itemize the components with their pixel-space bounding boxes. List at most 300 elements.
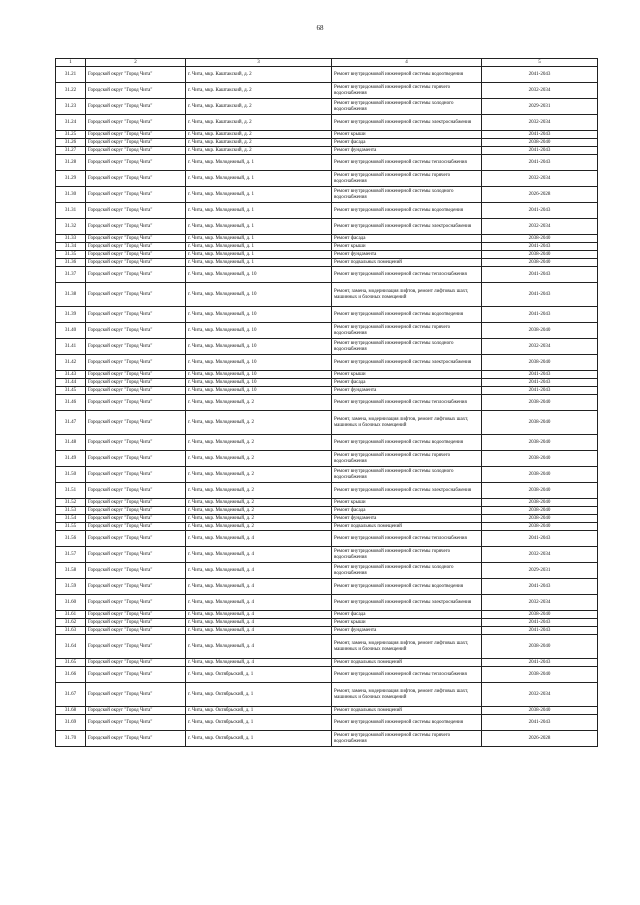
work-type-cell: Ремонт подвальных помещений (332, 707, 482, 715)
period-cell: 2041-2043 (482, 379, 598, 387)
column-header: 4 (332, 59, 482, 67)
table-row (56, 99, 598, 115)
table-row (56, 115, 598, 131)
table-row (56, 611, 598, 619)
period-cell: 2041-2043 (482, 203, 598, 219)
row-number: 31.25 (56, 131, 86, 139)
row-number: 31.37 (56, 267, 86, 283)
municipality-cell: Городской округ "Город Чита" (86, 715, 186, 731)
work-type-cell: Ремонт внутридомовой инженерной системы горячего водоснабжения (332, 323, 482, 339)
period-cell: 2041-2043 (482, 579, 598, 595)
work-type-cell: Ремонт внутридомовой инженерной системы холодного водоснабжения (332, 339, 482, 355)
period-cell: 2026-2028 (482, 187, 598, 203)
table-body (56, 59, 598, 747)
period-cell: 2041-2043 (482, 619, 598, 627)
period-cell: 2041-2043 (482, 243, 598, 251)
row-number: 31.58 (56, 563, 86, 579)
table-row (56, 155, 598, 171)
address-cell: г. Чита, мкр. Молодежный, д. 4 (186, 611, 332, 619)
table-row (56, 635, 598, 659)
municipality-cell: Городской округ "Город Чита" (86, 171, 186, 187)
work-type-cell: Ремонт фундамента (332, 387, 482, 395)
work-type-cell: Ремонт внутридомовой инженерной системы горячего водоснабжения (332, 171, 482, 187)
work-type-cell: Ремонт крыши (332, 371, 482, 379)
address-cell: г. Чита, мкр. Молодежный, д. 1 (186, 219, 332, 235)
table-row (56, 67, 598, 83)
work-type-cell: Ремонт крыши (332, 131, 482, 139)
row-number: 31.67 (56, 683, 86, 707)
table-row (56, 483, 598, 499)
municipality-cell: Городской округ "Город Чита" (86, 627, 186, 635)
municipality-cell: Городской округ "Город Чита" (86, 379, 186, 387)
period-cell: 2038-2040 (482, 483, 598, 499)
address-cell: г. Чита, мкр. Молодежный, д. 2 (186, 523, 332, 531)
period-cell: 2026-2028 (482, 731, 598, 747)
table-row (56, 371, 598, 379)
work-type-cell: Ремонт подвальных помещений (332, 523, 482, 531)
work-type-cell: Ремонт фундамента (332, 515, 482, 523)
table-row (56, 731, 598, 747)
table-row (56, 219, 598, 235)
address-cell: г. Чита, мкр. Молодежный, д. 10 (186, 323, 332, 339)
row-number: 31.57 (56, 547, 86, 563)
work-type-cell: Ремонт фундамента (332, 251, 482, 259)
row-number: 31.68 (56, 707, 86, 715)
period-cell: 2032-2034 (482, 171, 598, 187)
address-cell: г. Чита, мкр. Молодежный, д. 10 (186, 355, 332, 371)
table-row (56, 187, 598, 203)
row-number: 31.23 (56, 99, 86, 115)
row-number: 31.55 (56, 523, 86, 531)
work-type-cell: Ремонт крыши (332, 619, 482, 627)
municipality-cell: Городской округ "Город Чита" (86, 515, 186, 523)
period-cell: 2038-2040 (482, 467, 598, 483)
period-cell: 2038-2040 (482, 515, 598, 523)
work-type-cell: Ремонт внутридомовой инженерной системы холодного водоснабжения (332, 99, 482, 115)
row-number: 31.24 (56, 115, 86, 131)
work-type-cell: Ремонт, замена, модернизация лифтов, ремонт лифтовых шахт, машинных и блочных помещений (332, 283, 482, 307)
table-row (56, 507, 598, 515)
municipality-cell: Городской округ "Город Чита" (86, 683, 186, 707)
table-row (56, 435, 598, 451)
table-row (56, 579, 598, 595)
municipality-cell: Городской округ "Город Чита" (86, 115, 186, 131)
work-type-cell: Ремонт внутридомовой инженерной системы теплоснабжения (332, 155, 482, 171)
period-cell: 2041-2043 (482, 371, 598, 379)
work-type-cell: Ремонт внутридомовой инженерной системы теплоснабжения (332, 267, 482, 283)
row-number: 31.61 (56, 611, 86, 619)
row-number: 31.27 (56, 147, 86, 155)
work-type-cell: Ремонт внутридомовой инженерной системы теплоснабжения (332, 667, 482, 683)
work-type-cell: Ремонт внутридомовой инженерной системы электроснабжения (332, 219, 482, 235)
address-cell: г. Чита, мкр. Молодежный, д. 2 (186, 507, 332, 515)
municipality-cell: Городской округ "Город Чита" (86, 659, 186, 667)
municipality-cell: Городской округ "Город Чита" (86, 131, 186, 139)
table-row (56, 467, 598, 483)
address-cell: г. Чита, мкр. Каштакский, д. 2 (186, 131, 332, 139)
municipality-cell: Городской округ "Город Чита" (86, 147, 186, 155)
row-number: 31.46 (56, 395, 86, 411)
row-number: 31.48 (56, 435, 86, 451)
municipality-cell: Городской округ "Город Чита" (86, 219, 186, 235)
address-cell: г. Чита, мкр. Молодежный, д. 1 (186, 243, 332, 251)
period-cell: 2038-2040 (482, 355, 598, 371)
table-row (56, 355, 598, 371)
municipality-cell: Городской округ "Город Чита" (86, 483, 186, 499)
row-number: 31.26 (56, 139, 86, 147)
work-type-cell: Ремонт фундамента (332, 627, 482, 635)
table-row (56, 83, 598, 99)
municipality-cell: Городской округ "Город Чита" (86, 387, 186, 395)
row-number: 31.45 (56, 387, 86, 395)
table-row (56, 131, 598, 139)
work-type-cell: Ремонт фасада (332, 611, 482, 619)
address-cell: г. Чита, мкр. Октябрьский, д. 1 (186, 731, 332, 747)
municipality-cell: Городской округ "Город Чита" (86, 731, 186, 747)
municipality-cell: Городской округ "Город Чита" (86, 235, 186, 243)
column-header: 3 (186, 59, 332, 67)
table-row (56, 707, 598, 715)
row-number: 31.53 (56, 507, 86, 515)
municipality-cell: Городской округ "Город Чита" (86, 435, 186, 451)
table-row (56, 531, 598, 547)
municipality-cell: Городской округ "Город Чита" (86, 155, 186, 171)
work-type-cell: Ремонт внутридомовой инженерной системы электроснабжения (332, 355, 482, 371)
work-type-cell: Ремонт внутридомовой инженерной системы водоотведения (332, 307, 482, 323)
table-row (56, 307, 598, 323)
work-type-cell: Ремонт, замена, модернизация лифтов, ремонт лифтовых шахт, машинных и блочных помещений (332, 635, 482, 659)
column-header: 2 (86, 59, 186, 67)
row-number: 31.59 (56, 579, 86, 595)
period-cell: 2038-2040 (482, 635, 598, 659)
table-row (56, 283, 598, 307)
municipality-cell: Городской округ "Город Чита" (86, 243, 186, 251)
table-row (56, 619, 598, 627)
row-number: 31.51 (56, 483, 86, 499)
address-cell: г. Чита, мкр. Молодежный, д. 2 (186, 483, 332, 499)
municipality-cell: Городской округ "Город Чита" (86, 83, 186, 99)
municipality-cell: Городской округ "Город Чита" (86, 371, 186, 379)
row-number: 31.42 (56, 355, 86, 371)
work-type-cell: Ремонт внутридомовой инженерной системы холодного водоснабжения (332, 467, 482, 483)
address-cell: г. Чита, мкр. Октябрьский, д. 1 (186, 683, 332, 707)
period-cell: 2038-2040 (482, 499, 598, 507)
address-cell: г. Чита, мкр. Молодежный, д. 1 (186, 251, 332, 259)
row-number: 31.32 (56, 219, 86, 235)
period-cell: 2029-2031 (482, 99, 598, 115)
row-number: 31.29 (56, 171, 86, 187)
period-cell: 2032-2034 (482, 683, 598, 707)
work-type-cell: Ремонт внутридомовой инженерной системы водоотведения (332, 579, 482, 595)
address-cell: г. Чита, мкр. Молодежный, д. 10 (186, 371, 332, 379)
row-number: 31.38 (56, 283, 86, 307)
municipality-cell: Городской округ "Город Чита" (86, 187, 186, 203)
period-cell: 2032-2034 (482, 547, 598, 563)
address-cell: г. Чита, мкр. Молодежный, д. 2 (186, 499, 332, 507)
row-number: 31.66 (56, 667, 86, 683)
period-cell: 2041-2043 (482, 715, 598, 731)
period-cell: 2032-2034 (482, 339, 598, 355)
work-type-cell: Ремонт, замена, модернизация лифтов, ремонт лифтовых шахт, машинных и блочных помещений (332, 411, 482, 435)
table-row (56, 259, 598, 267)
row-number: 31.50 (56, 467, 86, 483)
address-cell: г. Чита, мкр. Каштакский, д. 2 (186, 83, 332, 99)
period-cell: 2038-2040 (482, 707, 598, 715)
period-cell: 2038-2040 (482, 523, 598, 531)
period-cell: 2041-2043 (482, 387, 598, 395)
period-cell: 2029-2031 (482, 563, 598, 579)
address-cell: г. Чита, мкр. Молодежный, д. 2 (186, 435, 332, 451)
municipality-cell: Городской округ "Город Чита" (86, 531, 186, 547)
address-cell: г. Чита, мкр. Молодежный, д. 1 (186, 259, 332, 267)
address-cell: г. Чита, мкр. Молодежный, д. 2 (186, 411, 332, 435)
municipality-cell: Городской округ "Город Чита" (86, 139, 186, 147)
work-type-cell: Ремонт внутридомовой инженерной системы теплоснабжения (332, 531, 482, 547)
municipality-cell: Городской округ "Город Чита" (86, 523, 186, 531)
address-cell: г. Чита, мкр. Молодежный, д. 2 (186, 395, 332, 411)
period-cell: 2038-2040 (482, 611, 598, 619)
table-row (56, 715, 598, 731)
period-cell: 2041-2043 (482, 307, 598, 323)
column-header: 5 (482, 59, 598, 67)
row-number: 31.56 (56, 531, 86, 547)
work-type-cell: Ремонт, замена, модернизация лифтов, ремонт лифтовых шахт, машинных и блочных помещений (332, 683, 482, 707)
municipality-cell: Городской округ "Город Чита" (86, 451, 186, 467)
table-row (56, 667, 598, 683)
row-number: 31.49 (56, 451, 86, 467)
row-number: 31.54 (56, 515, 86, 523)
address-cell: г. Чита, мкр. Молодежный, д. 1 (186, 235, 332, 243)
work-type-cell: Ремонт внутридомовой инженерной системы холодного водоснабжения (332, 187, 482, 203)
row-number: 31.40 (56, 323, 86, 339)
period-cell: 2041-2043 (482, 283, 598, 307)
period-cell: 2041-2043 (482, 67, 598, 83)
municipality-cell: Городской округ "Город Чита" (86, 579, 186, 595)
municipality-cell: Городской округ "Город Чита" (86, 667, 186, 683)
municipality-cell: Городской округ "Город Чита" (86, 499, 186, 507)
row-number: 31.70 (56, 731, 86, 747)
municipality-cell: Городской округ "Город Чита" (86, 707, 186, 715)
municipality-cell: Городской округ "Город Чита" (86, 355, 186, 371)
work-type-cell: Ремонт внутридомовой инженерной системы холодного водоснабжения (332, 563, 482, 579)
address-cell: г. Чита, мкр. Молодежный, д. 4 (186, 579, 332, 595)
municipality-cell: Городской округ "Город Чита" (86, 611, 186, 619)
work-type-cell: Ремонт внутридомовой инженерной системы электроснабжения (332, 115, 482, 131)
period-cell: 2038-2040 (482, 507, 598, 515)
municipality-cell: Городской округ "Город Чита" (86, 67, 186, 83)
period-cell: 2032-2034 (482, 83, 598, 99)
period-cell: 2038-2040 (482, 435, 598, 451)
row-number: 31.30 (56, 187, 86, 203)
address-cell: г. Чита, мкр. Молодежный, д. 4 (186, 627, 332, 635)
address-cell: г. Чита, мкр. Молодежный, д. 10 (186, 283, 332, 307)
address-cell: г. Чита, мкр. Молодежный, д. 1 (186, 203, 332, 219)
address-cell: г. Чита, мкр. Молодежный, д. 4 (186, 619, 332, 627)
address-cell: г. Чита, мкр. Молодежный, д. 10 (186, 307, 332, 323)
row-number: 31.60 (56, 595, 86, 611)
table-row (56, 515, 598, 523)
table-row (56, 235, 598, 243)
row-number: 31.22 (56, 83, 86, 99)
page-number: 68 (316, 24, 324, 32)
address-cell: г. Чита, мкр. Октябрьский, д. 1 (186, 707, 332, 715)
period-cell: 2038-2040 (482, 259, 598, 267)
table-row (56, 147, 598, 155)
municipality-cell: Городской округ "Город Чита" (86, 283, 186, 307)
address-cell: г. Чита, мкр. Молодежный, д. 10 (186, 339, 332, 355)
period-cell: 2038-2040 (482, 451, 598, 467)
period-cell: 2041-2043 (482, 155, 598, 171)
period-cell: 2038-2040 (482, 667, 598, 683)
address-cell: г. Чита, мкр. Каштакский, д. 2 (186, 67, 332, 83)
work-type-cell: Ремонт фасада (332, 139, 482, 147)
address-cell: г. Чита, мкр. Молодежный, д. 4 (186, 531, 332, 547)
row-number: 31.33 (56, 235, 86, 243)
row-number: 31.65 (56, 659, 86, 667)
period-cell: 2041-2043 (482, 147, 598, 155)
period-cell: 2038-2040 (482, 411, 598, 435)
municipality-cell: Городской округ "Город Чита" (86, 251, 186, 259)
period-cell: 2032-2034 (482, 219, 598, 235)
work-type-cell: Ремонт внутридомовой инженерной системы горячего водоснабжения (332, 547, 482, 563)
table-row (56, 395, 598, 411)
work-type-cell: Ремонт внутридомовой инженерной системы электроснабжения (332, 483, 482, 499)
address-cell: г. Чита, мкр. Октябрьский, д. 1 (186, 667, 332, 683)
municipality-cell: Городской округ "Город Чита" (86, 307, 186, 323)
address-cell: г. Чита, мкр. Каштакский, д. 2 (186, 147, 332, 155)
table-row (56, 323, 598, 339)
work-type-cell: Ремонт подвальных помещений (332, 259, 482, 267)
work-type-cell: Ремонт внутридомовой инженерной системы водоотведения (332, 715, 482, 731)
period-cell: 2038-2040 (482, 323, 598, 339)
row-number: 31.69 (56, 715, 86, 731)
address-cell: г. Чита, мкр. Молодежный, д. 1 (186, 187, 332, 203)
table-row (56, 563, 598, 579)
table-row (56, 243, 598, 251)
row-number: 31.41 (56, 339, 86, 355)
table-row (56, 251, 598, 259)
row-number: 31.21 (56, 67, 86, 83)
work-type-cell: Ремонт внутридомовой инженерной системы горячего водоснабжения (332, 451, 482, 467)
address-cell: г. Чита, мкр. Молодежный, д. 4 (186, 595, 332, 611)
row-number: 31.43 (56, 371, 86, 379)
address-cell: г. Чита, мкр. Каштакский, д. 2 (186, 99, 332, 115)
column-number-row (56, 59, 598, 67)
municipality-cell: Городской округ "Город Чита" (86, 411, 186, 435)
municipality-cell: Городской округ "Город Чита" (86, 547, 186, 563)
column-header: 1 (56, 59, 86, 67)
period-cell: 2038-2040 (482, 395, 598, 411)
address-cell: г. Чита, мкр. Каштакский, д. 2 (186, 139, 332, 147)
row-number: 31.35 (56, 251, 86, 259)
table-row (56, 171, 598, 187)
address-cell: г. Чита, мкр. Молодежный, д. 1 (186, 155, 332, 171)
municipality-cell: Городской округ "Город Чита" (86, 267, 186, 283)
address-cell: г. Чита, мкр. Молодежный, д. 4 (186, 635, 332, 659)
row-number: 31.47 (56, 411, 86, 435)
municipality-cell: Городской округ "Город Чита" (86, 259, 186, 267)
address-cell: г. Чита, мкр. Молодежный, д. 4 (186, 563, 332, 579)
period-cell: 2038-2040 (482, 251, 598, 259)
address-cell: г. Чита, мкр. Молодежный, д. 1 (186, 171, 332, 187)
work-type-cell: Ремонт внутридомовой инженерной системы горячего водоснабжения (332, 731, 482, 747)
municipality-cell: Городской округ "Город Чита" (86, 563, 186, 579)
work-type-cell: Ремонт фасада (332, 379, 482, 387)
work-type-cell: Ремонт крыши (332, 499, 482, 507)
period-cell: 2032-2034 (482, 115, 598, 131)
address-cell: г. Чита, мкр. Молодежный, д. 2 (186, 451, 332, 467)
capital-repair-table (55, 58, 598, 747)
row-number: 31.63 (56, 627, 86, 635)
municipality-cell: Городской округ "Город Чита" (86, 339, 186, 355)
address-cell: г. Чита, мкр. Молодежный, д. 10 (186, 387, 332, 395)
work-type-cell: Ремонт внутридомовой инженерной системы электроснабжения (332, 595, 482, 611)
work-type-cell: Ремонт фасада (332, 507, 482, 515)
address-cell: г. Чита, мкр. Молодежный, д. 2 (186, 467, 332, 483)
period-cell: 2041-2043 (482, 131, 598, 139)
municipality-cell: Городской округ "Город Чита" (86, 203, 186, 219)
table-row (56, 203, 598, 219)
table-row (56, 659, 598, 667)
work-type-cell: Ремонт подвальных помещений (332, 659, 482, 667)
table-row (56, 499, 598, 507)
work-type-cell: Ремонт внутридомовой инженерной системы водоотведения (332, 203, 482, 219)
work-type-cell: Ремонт внутридомовой инженерной системы водоотведения (332, 67, 482, 83)
municipality-cell: Городской округ "Город Чита" (86, 507, 186, 515)
address-cell: г. Чита, мкр. Молодежный, д. 2 (186, 515, 332, 523)
row-number: 31.39 (56, 307, 86, 323)
period-cell: 2041-2043 (482, 659, 598, 667)
table-row (56, 523, 598, 531)
period-cell: 2041-2043 (482, 627, 598, 635)
municipality-cell: Городской округ "Город Чита" (86, 99, 186, 115)
period-cell: 2038-2040 (482, 139, 598, 147)
address-cell: г. Чита, мкр. Молодежный, д. 10 (186, 379, 332, 387)
table-row (56, 379, 598, 387)
period-cell: 2038-2040 (482, 235, 598, 243)
table-row (56, 387, 598, 395)
table-row (56, 411, 598, 435)
period-cell: 2041-2043 (482, 267, 598, 283)
municipality-cell: Городской округ "Город Чита" (86, 619, 186, 627)
row-number: 31.31 (56, 203, 86, 219)
period-cell: 2041-2043 (482, 531, 598, 547)
table-row (56, 451, 598, 467)
table-row (56, 139, 598, 147)
municipality-cell: Городской округ "Город Чита" (86, 595, 186, 611)
work-type-cell: Ремонт внутридомовой инженерной системы водоотведения (332, 435, 482, 451)
address-cell: г. Чита, мкр. Октябрьский, д. 1 (186, 715, 332, 731)
address-cell: г. Чита, мкр. Молодежный, д. 10 (186, 267, 332, 283)
row-number: 31.64 (56, 635, 86, 659)
work-type-cell: Ремонт внутридомовой инженерной системы теплоснабжения (332, 395, 482, 411)
row-number: 31.52 (56, 499, 86, 507)
municipality-cell: Городской округ "Город Чита" (86, 635, 186, 659)
row-number: 31.36 (56, 259, 86, 267)
work-type-cell: Ремонт внутридомовой инженерной системы горячего водоснабжения (332, 83, 482, 99)
work-type-cell: Ремонт крыши (332, 243, 482, 251)
row-number: 31.28 (56, 155, 86, 171)
table-row (56, 683, 598, 707)
period-cell: 2032-2034 (482, 595, 598, 611)
address-cell: г. Чита, мкр. Молодежный, д. 4 (186, 659, 332, 667)
table-row (56, 547, 598, 563)
row-number: 31.44 (56, 379, 86, 387)
municipality-cell: Городской округ "Город Чита" (86, 323, 186, 339)
municipality-cell: Городской округ "Город Чита" (86, 467, 186, 483)
table-row (56, 595, 598, 611)
row-number: 31.62 (56, 619, 86, 627)
